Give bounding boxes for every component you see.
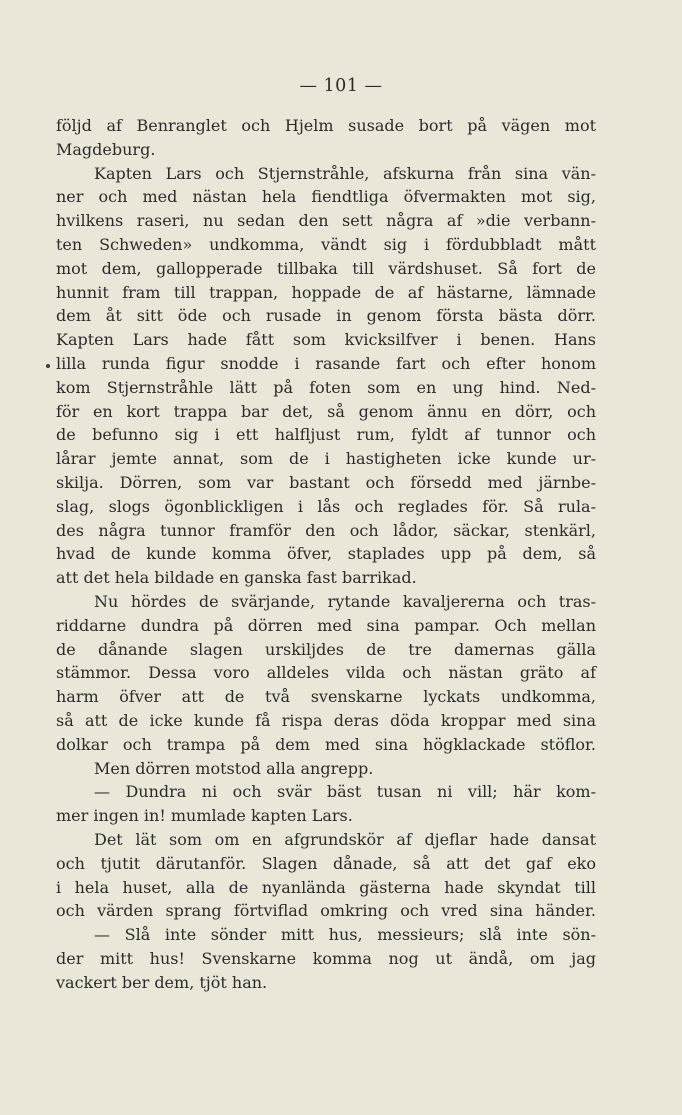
- text-line: harm öfver att de två svenskarne lyckats undkomma,: [56, 687, 596, 707]
- text-line: hunnit fram till trappan, hoppade de af hästarne, lämnade: [56, 282, 596, 302]
- text-line: Men dörren motstod alla angrepp.: [94, 758, 374, 778]
- text-line: och tjutit därutanför. Slagen dånade, så att det gaf eko: [56, 853, 596, 873]
- text-line: lilla runda figur snodde i rasande fart och efter honom: [56, 353, 596, 373]
- text-line: de befunno sig i ett halfljust rum, fyldt af tunnor och: [56, 425, 596, 445]
- text-line: Magdeburg.: [56, 139, 156, 159]
- text-line: Kapten Lars hade fått som kvicksilfver i benen. Hans: [56, 330, 596, 350]
- text-line: lårar jemte annat, som de i hastigheten icke kunde ur-: [56, 449, 596, 469]
- text-line: ten Schweden» undkomma, vändt sig i fördubbladt mått: [56, 234, 596, 254]
- body-text: [56, 114, 596, 994]
- text-line: följd af Benranglet och Hjelm susade bort på vägen mot: [56, 116, 596, 135]
- text-line: Kapten Lars och Stjernstråhle, afskurna från sina vän-: [94, 163, 596, 183]
- text-line: des några tunnor framför den och lådor, säckar, stenkärl,: [56, 520, 596, 540]
- text-line: för en kort trappa bar det, så genom ännu en dörr, och: [56, 401, 596, 421]
- text-line: — Slå inte sönder mitt hus, messieurs; slå inte sön-: [94, 925, 596, 945]
- text-line: Nu hördes de svärjande, rytande kavaljererna och tras-: [94, 591, 596, 611]
- margin-mark: [46, 364, 50, 368]
- text-line: vackert ber dem, tjöt han.: [56, 972, 268, 992]
- text-line: ner och med nästan hela fiendtliga öfvermakten mot sig,: [56, 187, 596, 207]
- text-line: — Dundra ni och svär bäst tusan ni vill; här kom-: [94, 782, 596, 802]
- page-number: — 101 —: [299, 76, 383, 96]
- text-line: hvilkens raseri, nu sedan den sett några af »die verbann-: [56, 211, 596, 231]
- text-line: kom Stjernstråhle lätt på foten som en ung hind. Ned-: [56, 377, 596, 397]
- text-line: i hela huset, alla de nyanlända gästerna hade skyndat till: [56, 877, 596, 897]
- text-line: mer ingen in! mumlade kapten Lars.: [56, 806, 353, 826]
- text-line: riddarne dundra på dörren med sina pampar. Och mellan: [56, 615, 596, 635]
- text-line: Det lät som om en afgrundskör af djeflar hade dansat: [94, 829, 596, 849]
- text-line: dolkar och trampa på dem med sina högklackade stöflor.: [56, 734, 596, 754]
- text-line: hvad de kunde komma öfver, staplades upp på dem, så: [56, 544, 596, 564]
- text-line: dem åt sitt öde och rusade in genom första bästa dörr.: [56, 306, 596, 326]
- text-line: och värden sprang förtviflad omkring och vred sina händer.: [56, 901, 596, 921]
- text-line: stämmor. Dessa voro alldeles vilda och nästan gräto af: [56, 663, 596, 683]
- text-line: mot dem, gallopperade tillbaka till värdshuset. Så fort de: [56, 258, 596, 278]
- text-line: så att de icke kunde få rispa deras döda kroppar med sina: [56, 710, 596, 730]
- text-line: att det hela bildade en ganska fast barrikad.: [56, 568, 417, 588]
- text-line: der mitt hus! Svenskarne komma nog ut ändå, om jag: [56, 948, 596, 968]
- text-line: slag, slogs ögonblickligen i lås och reglades för. Så rula-: [56, 496, 596, 516]
- text-line: de dånande slagen urskiljdes de tre damernas gälla: [56, 639, 596, 659]
- text-line: skilja. Dörren, som var bastant och försedd med järnbe-: [56, 472, 596, 492]
